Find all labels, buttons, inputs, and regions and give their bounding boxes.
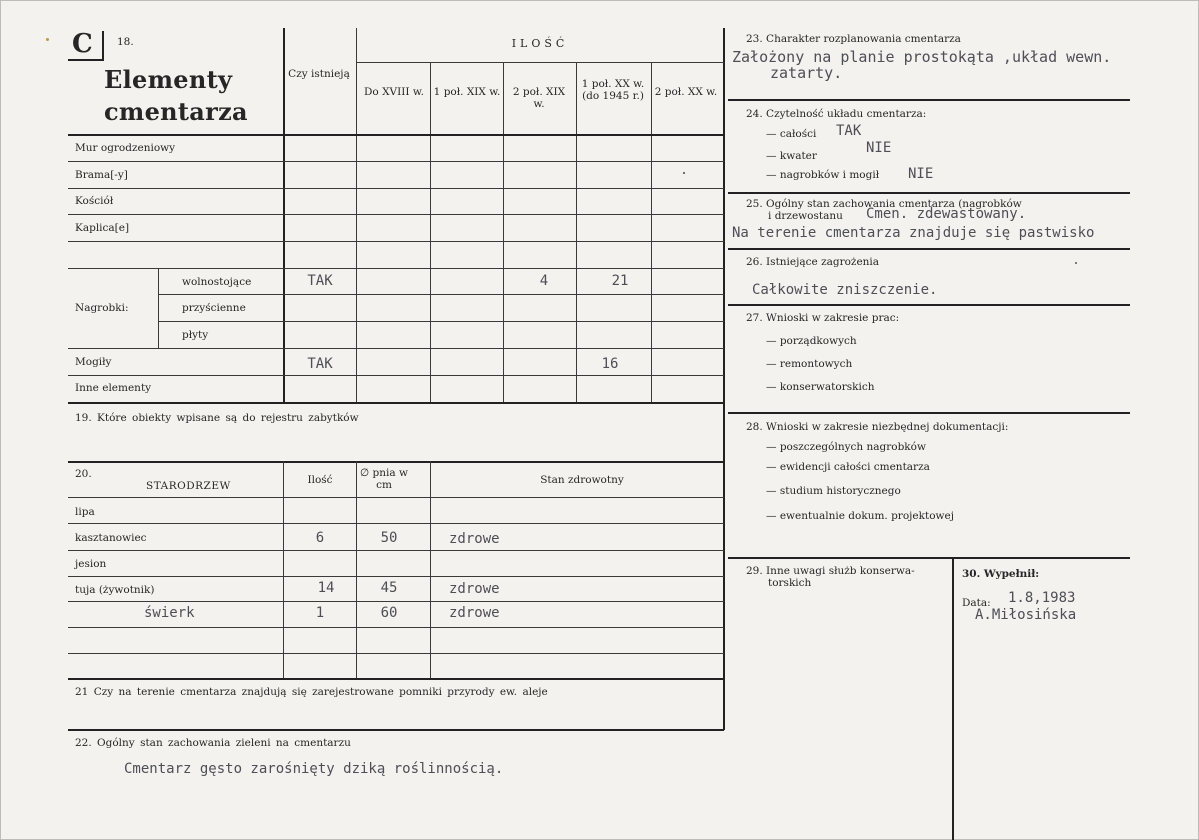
q22-answer: Cmentarz gęsto zarośnięty dziką roślinnością. xyxy=(124,761,504,777)
ink-speck xyxy=(46,38,49,41)
title-line-2: cmentarza xyxy=(104,97,248,126)
exists-wolnostojace: TAK xyxy=(307,273,333,289)
q30-date: 1.8,1983 xyxy=(1008,590,1076,606)
col-quantity-header: ILOŚĆ xyxy=(511,37,569,50)
q24-value-calosci: TAK xyxy=(836,123,862,139)
row-label-mogily: Mogiły xyxy=(75,356,112,368)
tree-swierk-diam: 60 xyxy=(380,605,398,621)
qty-2xix-wolnostojace: 4 xyxy=(539,273,549,289)
q28-item-ewidencji: — ewidencji całości cmentarza xyxy=(766,461,930,473)
ink-speck xyxy=(1075,262,1077,264)
row-sub-plyty: płyty xyxy=(182,329,209,341)
row-label-brama: Brama[-y] xyxy=(75,169,128,181)
period-header-4: 1 poł. XX w. (do 1945 r.) xyxy=(581,78,645,102)
q27-item-remontowych: — remontowych xyxy=(766,358,853,370)
row-label-mur: Mur ogrodzeniowy xyxy=(75,142,176,154)
tree-lipa: lipa xyxy=(75,506,95,518)
period-header-1: Do XVIII w. xyxy=(364,86,424,98)
row-sub-wolnostojace: wolnostojące xyxy=(182,276,252,288)
q27-item-porzadkowych: — porządkowych xyxy=(766,335,857,347)
tree-swierk-health: zdrowe xyxy=(449,605,500,621)
exists-mogily: TAK xyxy=(307,356,333,372)
tree-kasztanowiec-health: zdrowe xyxy=(449,531,500,547)
q29-label-line2: torskich xyxy=(768,577,812,589)
row-label-kaplica: Kaplica[e] xyxy=(75,222,130,234)
tree-tuja-health: zdrowe xyxy=(449,581,500,597)
q21-label: 21 Czy na terenie cmentarza znajdują się zarejestrowane pomniki przyrody ew. aleje xyxy=(75,686,548,698)
tree-jesion: jesion xyxy=(75,558,107,570)
tree-swierk: świerk xyxy=(144,605,195,621)
q30-label: 30. Wypełnił: xyxy=(962,568,1040,580)
q26-answer: Całkowite zniszczenie. xyxy=(752,282,938,298)
row-sub-przyscienne: przyścienne xyxy=(182,302,246,314)
qty-1xx-wolnostojace: 21 xyxy=(611,273,629,289)
field-number-18: 18. xyxy=(117,36,134,48)
q30-date-label: Data: xyxy=(962,597,991,609)
tree-kasztanowiec-diam: 50 xyxy=(380,530,398,546)
q24-value-nagrobkow: NIE xyxy=(908,166,934,182)
q23-answer-line2: zatarty. xyxy=(770,64,843,82)
ink-speck xyxy=(683,172,685,174)
q28-item-studium: — studium historycznego xyxy=(766,485,901,497)
q20-title: STARODRZEW xyxy=(146,480,231,492)
q22-label: 22. Ogólny stan zachowania zieleni na cmentarzu xyxy=(75,737,351,749)
q24-item-nagrobkow: — nagrobków i mogił xyxy=(766,169,880,181)
q27-item-konserwatorskich: — konserwatorskich xyxy=(766,381,875,393)
section-letter: C xyxy=(72,29,93,59)
q20-number: 20. xyxy=(75,468,92,480)
q28-label: 28. Wnioski w zakresie niezbędnej dokumentacji: xyxy=(746,421,1009,433)
q26-label: 26. Istniejące zagrożenia xyxy=(746,256,880,268)
col-exists-header: Czy istnieją xyxy=(288,68,350,80)
q25-label-line1: 25. Ogólny stan zachowania cmentarza (nagrobków xyxy=(746,198,1022,210)
row-label-kosciol: Kościół xyxy=(75,195,114,207)
q20-col-health: Stan zdrowotny xyxy=(540,474,624,486)
q25-answer-line2: Na terenie cmentarza znajduje się pastwisko xyxy=(732,225,1095,241)
period-header-2: 1 poł. XIX w. xyxy=(433,86,501,98)
q24-item-calosci: — całości xyxy=(766,128,817,140)
qty-1xx-mogily: 16 xyxy=(601,356,619,372)
period-header-3: 2 poł. XIX w. xyxy=(512,86,566,110)
q25-label-line2: i drzewostanu xyxy=(768,210,843,222)
q27-label: 27. Wnioski w zakresie prac: xyxy=(746,312,900,324)
q24-item-kwater: — kwater xyxy=(766,150,817,162)
tree-kasztanowiec-count: 6 xyxy=(315,530,325,546)
tree-tuja-count: 14 xyxy=(317,580,335,596)
tree-kasztanowiec: kasztanowiec xyxy=(75,532,147,544)
tree-tuja: tuja (żywotnik) xyxy=(75,584,155,596)
q30-name: A.Miłosińska xyxy=(975,607,1077,623)
row-label-nagrobki: Nagrobki: xyxy=(75,302,129,314)
tree-swierk-count: 1 xyxy=(315,605,325,621)
q25-answer-line1: Cmen. zdewastowany. xyxy=(866,206,1027,222)
q24-label: 24. Czytelność układu cmentarza: xyxy=(746,108,927,120)
q28-item-dokum: — ewentualnie dokum. projektowej xyxy=(766,510,954,522)
q23-answer-line1: Założony na planie prostokąta ,układ wewn. xyxy=(732,48,1112,66)
q28-item-nagrobkow: — poszczególnych nagrobków xyxy=(766,441,926,453)
q24-value-kwater: NIE xyxy=(866,140,892,156)
period-header-5: 2 poł. XX w. xyxy=(654,86,718,98)
tree-tuja-diam: 45 xyxy=(380,580,398,596)
row-label-inne: Inne elementy xyxy=(75,382,152,394)
q20-col-count: Ilość xyxy=(307,474,333,486)
title-line-1: Elementy xyxy=(104,65,233,94)
q19-label: 19. Które obiekty wpisane są do rejestru zabytków xyxy=(75,412,359,424)
q20-col-diam: ∅ pnia w cm xyxy=(360,467,408,491)
q29-label-line1: 29. Inne uwagi służb konserwa- xyxy=(746,565,915,577)
q23-label: 23. Charakter rozplanowania cmentarza xyxy=(746,33,961,45)
